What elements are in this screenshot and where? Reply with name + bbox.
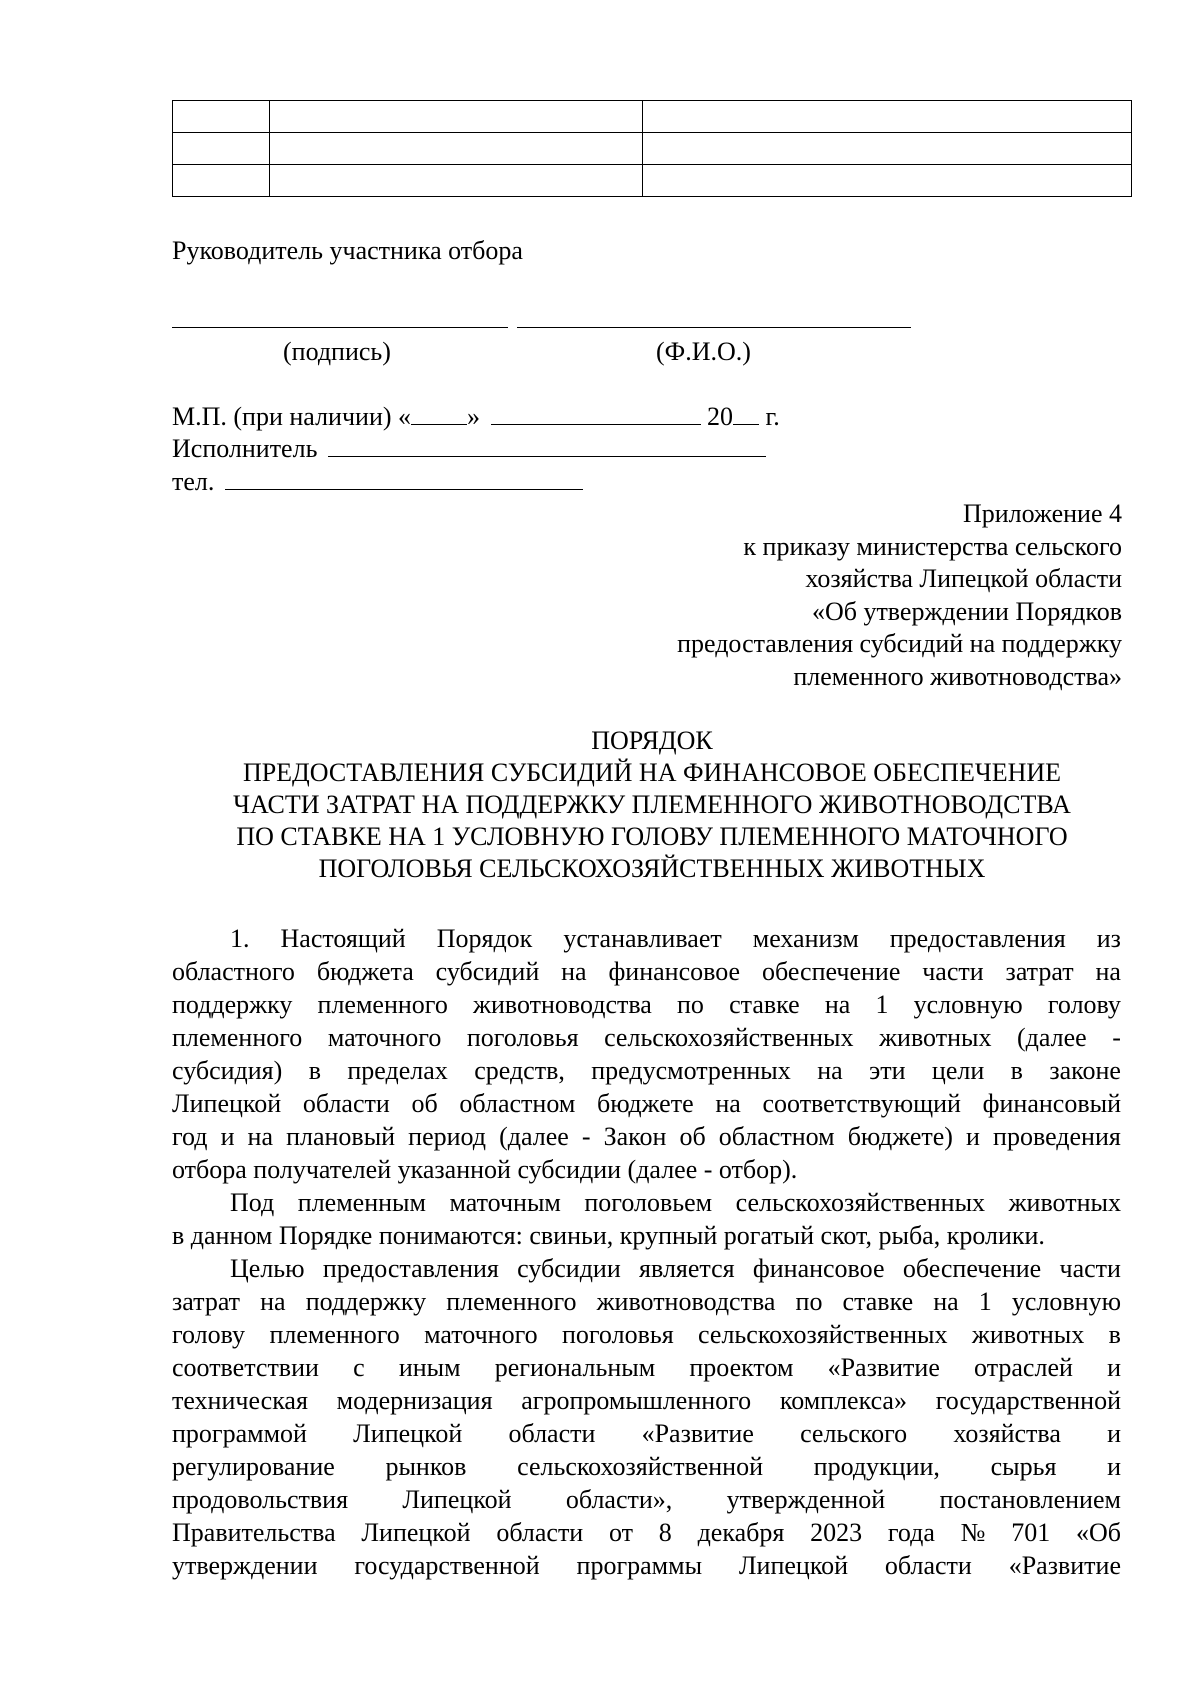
word: затрат (1005, 957, 1074, 986)
word: маточного (424, 1320, 538, 1349)
word: цели (931, 1056, 985, 1085)
word: обеспечение (902, 1254, 1042, 1283)
word: соответствующий (762, 1089, 961, 1118)
word: животных (1008, 1188, 1121, 1217)
justified-words (172, 1516, 1121, 1549)
title-line: ПОГОЛОВЬЯ СЕЛЬСКОХОЗЯЙСТВЕННЫХ ЖИВОТНЫХ (318, 854, 986, 883)
word: на (817, 1056, 843, 1085)
word: на (247, 1122, 274, 1151)
executor-label: Исполнитель (172, 434, 318, 463)
body-line (172, 922, 1121, 955)
word: на (824, 990, 851, 1019)
word: области (884, 1551, 972, 1580)
word: плановый (286, 1122, 396, 1151)
title-line: ПОРЯДОК (591, 726, 713, 755)
appendix-line: «Об утверждении Порядков (811, 596, 1122, 626)
appendix-block (677, 498, 1122, 693)
word: области», (565, 1485, 673, 1514)
body-line (172, 1186, 1121, 1219)
body-line (172, 955, 1121, 988)
word: «Об (1075, 1518, 1121, 1547)
word: продукции, (813, 1452, 940, 1481)
word: постановлением (939, 1485, 1121, 1514)
justified-words (172, 1483, 1121, 1516)
word: - (581, 1122, 591, 1151)
appendix-line: хозяйства Липецкой области (805, 564, 1122, 593)
word: программы (576, 1551, 703, 1580)
executor-line (172, 432, 766, 465)
word: субсидия) (172, 1056, 283, 1085)
word: голову (1047, 990, 1121, 1019)
table-cell (173, 165, 270, 197)
word: комплекса» (779, 1386, 907, 1415)
executor-blank (328, 432, 766, 457)
word: соответствии (172, 1353, 319, 1382)
justified-words (230, 922, 1121, 955)
justified-words (172, 1417, 1121, 1450)
mp-line (172, 400, 780, 433)
phone-line (172, 465, 583, 498)
word: (далее (1017, 1023, 1087, 1052)
body-line (172, 1351, 1121, 1384)
word: проведения (993, 1122, 1121, 1151)
word: регулирование (172, 1452, 335, 1481)
word: из (1096, 924, 1121, 953)
word: животноводства (472, 990, 652, 1019)
mp-mid: » (467, 402, 481, 431)
word: Под (230, 1188, 275, 1217)
word: от (609, 1518, 634, 1547)
word: сельскохозяйственных (735, 1188, 986, 1217)
word: продовольствия (172, 1485, 349, 1514)
word: механизм (752, 924, 859, 953)
word: части (1059, 1254, 1121, 1283)
month-blank (491, 400, 701, 425)
word: и (1107, 1419, 1121, 1448)
word: иным (398, 1353, 461, 1382)
word: части (922, 957, 984, 986)
word: Липецкой (361, 1518, 471, 1547)
word: ставке (842, 1287, 914, 1316)
word: областного (172, 957, 295, 986)
justified-words (172, 1351, 1121, 1384)
word: об (411, 1089, 438, 1118)
body-line (172, 1450, 1121, 1483)
table-row (173, 165, 1132, 197)
phone-label: тел. (172, 467, 215, 496)
body-line (172, 1516, 1121, 1549)
word: бюджете) (847, 1122, 953, 1151)
word: финансовое (608, 957, 741, 986)
table-cell (270, 133, 643, 165)
word: 1 (978, 1287, 992, 1316)
word: племенного (317, 990, 448, 1019)
head-label: Руководитель участника отбора (172, 236, 523, 265)
body-line (172, 1021, 1121, 1054)
title-line: ЧАСТИ ЗАТРАТ НА ПОДДЕРЖКУ ПЛЕМЕННОГО ЖИВОТНОВОДСТВА (233, 790, 1071, 819)
word: рынков (385, 1452, 467, 1481)
word: финансовый (982, 1089, 1121, 1118)
word: средств, (474, 1056, 565, 1085)
word: на (561, 957, 587, 986)
word: условную (913, 990, 1023, 1019)
body-line (172, 1054, 1121, 1087)
word: областном (459, 1089, 576, 1118)
word: животных (879, 1023, 992, 1052)
word: проектом (689, 1353, 794, 1382)
word: предусмотренных (591, 1056, 791, 1085)
word: 2023 (810, 1518, 863, 1547)
word: предоставления (889, 924, 1066, 953)
table-cell (173, 101, 270, 133)
word: Липецкой (353, 1419, 463, 1448)
word: по (795, 1287, 823, 1316)
table-cell (270, 101, 643, 133)
body-line (172, 1120, 1121, 1153)
word: Закон (603, 1122, 667, 1151)
word: утвержденной (726, 1485, 886, 1514)
word: животноводства (596, 1287, 776, 1316)
word: сельского (800, 1419, 908, 1448)
day-blank (411, 400, 467, 425)
body-line: в данном Порядке понимаются: свиньи, крупный рогатый скот, рыба, кролики. (172, 1221, 1045, 1250)
body-line (172, 1483, 1121, 1516)
table-cell (173, 133, 270, 165)
word: пределах (347, 1056, 448, 1085)
word: сельскохозяйственных (604, 1023, 854, 1052)
body-line (172, 1549, 1121, 1582)
word: декабря (697, 1518, 785, 1547)
body-line (172, 1318, 1121, 1351)
signature-line (172, 327, 508, 328)
fio-line (517, 327, 911, 328)
body-line (172, 1252, 1121, 1285)
word: устанавливает (563, 924, 722, 953)
word: Липецкой (402, 1485, 512, 1514)
table-row (173, 101, 1132, 133)
word: Липецкой (738, 1551, 849, 1580)
word: - (1112, 1023, 1121, 1052)
signature-caption: (подпись) (283, 337, 391, 366)
word: утверждении (172, 1551, 318, 1580)
justified-words (230, 1252, 1121, 1285)
justified-words (230, 1186, 1121, 1219)
table-cell (270, 165, 643, 197)
word: «Развитие (1008, 1551, 1121, 1580)
justified-words (172, 1318, 1121, 1351)
appendix-line: к приказу министерства сельского (743, 531, 1122, 561)
word: отраслей (974, 1353, 1073, 1382)
word: государственной (354, 1551, 540, 1580)
word: поголовьем (584, 1188, 713, 1217)
justified-words (172, 1285, 1121, 1318)
fio-caption: (Ф.И.О.) (656, 337, 751, 366)
word: субсидии (517, 1254, 621, 1283)
justified-words (172, 1384, 1121, 1417)
body-line (172, 1087, 1121, 1120)
justified-words (172, 988, 1121, 1021)
appendix-line: Приложение 4 (962, 499, 1122, 528)
word: финансовое (752, 1254, 885, 1283)
word: области (302, 1089, 390, 1118)
justified-words (172, 1120, 1121, 1153)
word: и (1107, 1452, 1121, 1481)
word: Порядок (436, 924, 533, 953)
word: на (715, 1089, 741, 1118)
word: племенного (446, 1287, 577, 1316)
word: сельскохозяйственных (698, 1320, 948, 1349)
word: затрат (172, 1287, 241, 1316)
word: в (1108, 1320, 1121, 1349)
body-line (172, 988, 1121, 1021)
justified-words (172, 1021, 1121, 1054)
word: Правительства (172, 1518, 336, 1547)
word: 1 (875, 990, 889, 1019)
word: агропромышленного (521, 1386, 752, 1415)
word: период (408, 1122, 487, 1151)
word: об (679, 1122, 706, 1151)
word: 701 (1011, 1518, 1051, 1547)
word: маточным (449, 1188, 561, 1217)
word: хозяйства (953, 1419, 1061, 1448)
body-text (172, 922, 1121, 1582)
justified-words (172, 1450, 1121, 1483)
word: года (887, 1518, 935, 1547)
document-title (172, 725, 1132, 885)
word: условную (1011, 1287, 1121, 1316)
word: (далее (499, 1122, 569, 1151)
blank-table (172, 100, 1132, 197)
phone-blank (225, 465, 583, 490)
word: на (1095, 957, 1121, 986)
word: и (966, 1122, 980, 1151)
word: поддержку (172, 990, 293, 1019)
word: техническая (172, 1386, 308, 1415)
word: ставке (729, 990, 800, 1019)
word: области (496, 1518, 584, 1547)
word: Настоящий (280, 924, 406, 953)
word: бюджете (597, 1089, 694, 1118)
word: маточного (327, 1023, 442, 1052)
justified-words (172, 1087, 1121, 1120)
word: и (1107, 1353, 1121, 1382)
word: год (172, 1122, 208, 1151)
word: области (508, 1419, 596, 1448)
table-cell (643, 165, 1132, 197)
word: № (960, 1518, 986, 1547)
word: с (353, 1353, 365, 1382)
mp-prefix: М.П. (при наличии) « (172, 402, 412, 431)
justified-words (172, 955, 1121, 988)
word: поддержку (305, 1287, 427, 1316)
word: является (639, 1254, 735, 1283)
word: государственной (935, 1386, 1121, 1415)
justified-words (172, 1054, 1121, 1087)
word: поголовья (466, 1023, 579, 1052)
word: бюджета (316, 957, 414, 986)
table-row (173, 133, 1132, 165)
table-cell (643, 101, 1132, 133)
word: Липецкой (172, 1089, 282, 1118)
word: поголовья (562, 1320, 674, 1349)
word: региональным (494, 1353, 656, 1382)
word: племенного (172, 1023, 303, 1052)
word: в (308, 1056, 321, 1085)
word: на (260, 1287, 286, 1316)
word: субсидий (435, 957, 540, 986)
table-cell (643, 133, 1132, 165)
word: «Развитие (827, 1353, 940, 1382)
word: законе (1049, 1056, 1121, 1085)
word: племенным (297, 1188, 426, 1217)
year-blank (733, 400, 759, 425)
word: в (1010, 1056, 1023, 1085)
word: 8 (658, 1518, 672, 1547)
word: обеспечение (761, 957, 901, 986)
title-line: ПО СТАВКЕ НА 1 УСЛОВНУЮ ГОЛОВУ ПЛЕМЕННОГО МАТОЧНОГО (236, 822, 1068, 851)
body-line (172, 1285, 1121, 1318)
appendix-line: предоставления субсидий на поддержку (677, 629, 1122, 658)
body-line: отбора получателей указанной субсидии (далее - отбор). (172, 1155, 798, 1184)
body-line (172, 1417, 1121, 1450)
word: эти (869, 1056, 906, 1085)
word: сельскохозяйственной (517, 1452, 763, 1481)
year-prefix: 20 (707, 402, 734, 431)
word: по (677, 990, 704, 1019)
word: областном (718, 1122, 835, 1151)
word: «Развитие (641, 1419, 754, 1448)
year-suffix: г. (765, 402, 780, 431)
word: 1. (230, 924, 250, 953)
word: голову (172, 1320, 246, 1349)
title-line: ПРЕДОСТАВЛЕНИЯ СУБСИДИЙ НА ФИНАНСОВОЕ ОБЕСПЕЧЕНИЕ (242, 758, 1062, 787)
word: модернизация (336, 1386, 493, 1415)
justified-words (172, 1549, 1121, 1582)
word: программой (172, 1419, 307, 1448)
word: Целью (230, 1254, 305, 1283)
word: предоставления (322, 1254, 499, 1283)
word: сырья (990, 1452, 1057, 1481)
word: племенного (269, 1320, 400, 1349)
word: животных (971, 1320, 1085, 1349)
word: и (220, 1122, 235, 1151)
body-line (172, 1384, 1121, 1417)
word: на (933, 1287, 959, 1316)
appendix-line: племенного животноводства» (793, 661, 1122, 691)
